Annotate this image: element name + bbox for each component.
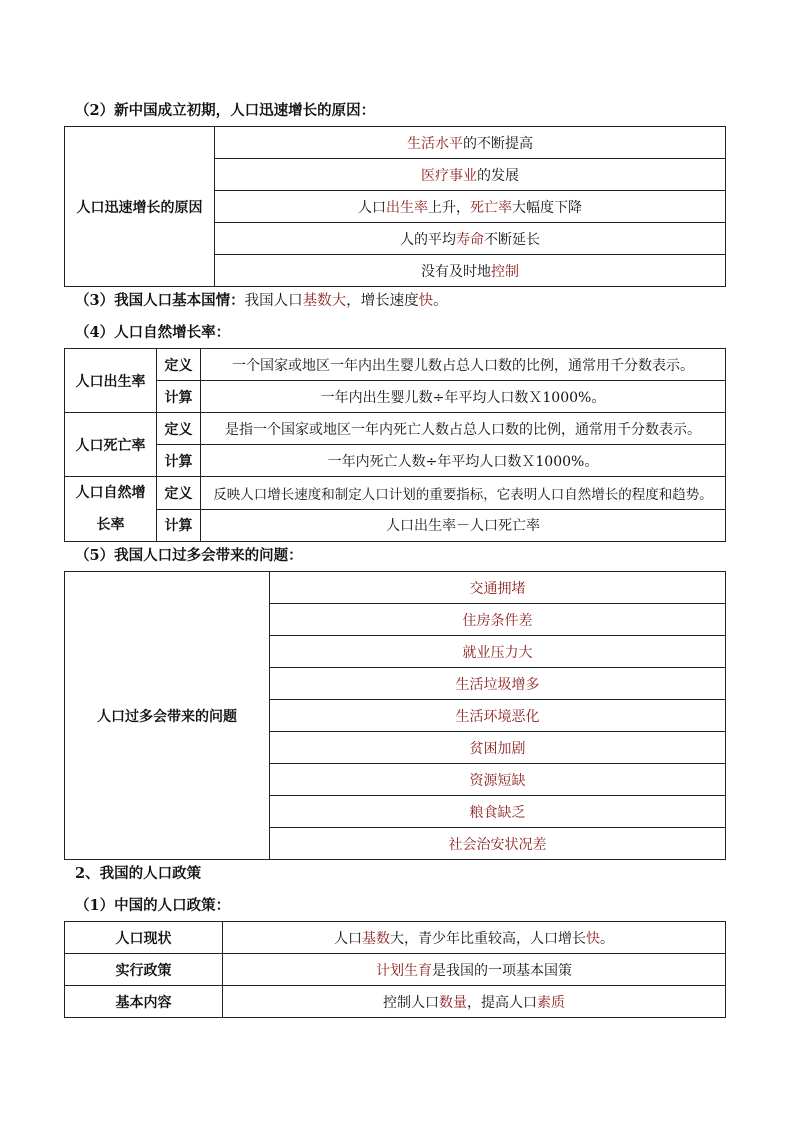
growth-reason-row	[215, 255, 726, 287]
problem-item: 住房条件差	[270, 604, 726, 636]
text-segment: 。	[433, 293, 448, 309]
definition-label: 定义	[157, 477, 201, 510]
current-situation-text	[223, 922, 726, 954]
text-segment: 的不断提高	[463, 135, 533, 152]
policy-text	[223, 954, 726, 986]
text-segment: 人口	[358, 199, 386, 216]
growth-reasons-label: 人口迅速增长的原因	[65, 127, 215, 287]
part-2-heading: 2、我国的人口政策	[75, 865, 202, 882]
growth-reason-row	[215, 159, 726, 191]
text-segment: 人口	[334, 930, 362, 947]
problem-item: 生活环境恶化	[270, 700, 726, 732]
problem-item: 就业压力大	[270, 636, 726, 668]
highlighted-keyword: 医疗事业	[421, 167, 477, 184]
growth-reason-row	[215, 191, 726, 223]
natural-growth-rate-label: 人口自然增长率	[65, 477, 157, 542]
death-rate-definition: 是指一个国家或地区一年内死亡人数占总人口数的比例，通常用千分数表示。	[201, 413, 726, 445]
death-rate-label: 人口死亡率	[65, 413, 157, 477]
section-3-label: （3）我国人口基本国情：	[75, 292, 245, 309]
natural-growth-rate-definition: 反映人口增长速度和制定人口计划的重要指标，它表明人口自然增长的程度和趋势。	[201, 477, 726, 510]
text-segment: 人的平均	[400, 231, 456, 248]
text-segment: 大幅度下降	[512, 199, 582, 216]
definition-label: 定义	[157, 413, 201, 445]
section-3-text	[245, 293, 448, 309]
growth-reason-row	[215, 127, 726, 159]
section-2-heading: （2）新中国成立初期，人口迅速增长的原因：	[75, 102, 376, 119]
section-3-line	[75, 291, 448, 311]
birth-rate-definition: 一个国家或地区一年内出生婴儿数占总人口数的比例，通常用千分数表示。	[201, 349, 726, 381]
text-segment: 是我国的一项基本国策	[432, 962, 572, 979]
highlighted-keyword: 出生率	[386, 199, 428, 216]
text-segment: ，提高人口	[467, 994, 537, 1011]
highlighted-keyword: 基数	[362, 930, 390, 947]
text-segment: ，增长速度	[346, 293, 419, 309]
text-segment: 没有及时地	[421, 263, 491, 280]
highlighted-keyword: 基数大	[302, 293, 347, 309]
text-segment: 的发展	[477, 167, 519, 184]
population-policy-table	[64, 921, 726, 1018]
problem-item: 资源短缺	[270, 764, 726, 796]
text-segment: 控制人口	[383, 994, 439, 1011]
highlighted-keyword: 快	[586, 930, 600, 947]
highlighted-keyword: 计划生育	[376, 962, 432, 979]
problem-item: 贫困加剧	[270, 732, 726, 764]
highlighted-keyword: 寿命	[456, 231, 484, 248]
text-segment: 。	[600, 930, 614, 947]
section-5-heading: （5）我国人口过多会带来的问题：	[75, 547, 303, 564]
text-segment: 我国人口	[244, 293, 303, 309]
highlighted-keyword: 死亡率	[470, 199, 512, 216]
policy-subheading: （1）中国的人口政策：	[75, 897, 231, 914]
growth-reasons-table	[64, 126, 726, 287]
natural-growth-table	[64, 348, 726, 542]
calculation-label: 计算	[157, 445, 201, 477]
birth-rate-label: 人口出生率	[65, 349, 157, 413]
highlighted-keyword: 控制	[491, 263, 519, 280]
problem-item: 社会治安状况差	[270, 828, 726, 860]
problem-item: 粮食缺乏	[270, 796, 726, 828]
calculation-label: 计算	[157, 381, 201, 413]
calculation-label: 计算	[157, 509, 201, 542]
section-4-heading: （4）人口自然增长率：	[75, 324, 231, 341]
death-rate-formula: 一年内死亡人数÷年平均人口数Ｘ1000%。	[201, 445, 726, 477]
birth-rate-formula: 一年内出生婴儿数÷年平均人口数Ｘ1000%。	[201, 381, 726, 413]
current-situation-label: 人口现状	[65, 922, 223, 954]
overpopulation-problems-table	[64, 571, 726, 860]
highlighted-keyword: 数量	[439, 994, 467, 1011]
problem-item: 生活垃圾增多	[270, 668, 726, 700]
policy-label: 实行政策	[65, 954, 223, 986]
natural-growth-rate-formula: 人口出生率－人口死亡率	[201, 509, 726, 542]
problem-item: 交通拥堵	[270, 572, 726, 604]
text-segment: 上升，	[428, 199, 470, 216]
growth-reason-row	[215, 223, 726, 255]
highlighted-keyword: 素质	[537, 994, 565, 1011]
highlighted-keyword: 生活水平	[407, 135, 463, 152]
highlighted-keyword: 快	[418, 293, 434, 309]
basic-content-label: 基本内容	[65, 986, 223, 1018]
text-segment: 不断延长	[484, 231, 540, 248]
text-segment: 大，青少年比重较高，人口增长	[390, 930, 586, 947]
basic-content-text	[223, 986, 726, 1018]
overpopulation-problems-label: 人口过多会带来的问题	[65, 572, 270, 860]
definition-label: 定义	[157, 349, 201, 381]
